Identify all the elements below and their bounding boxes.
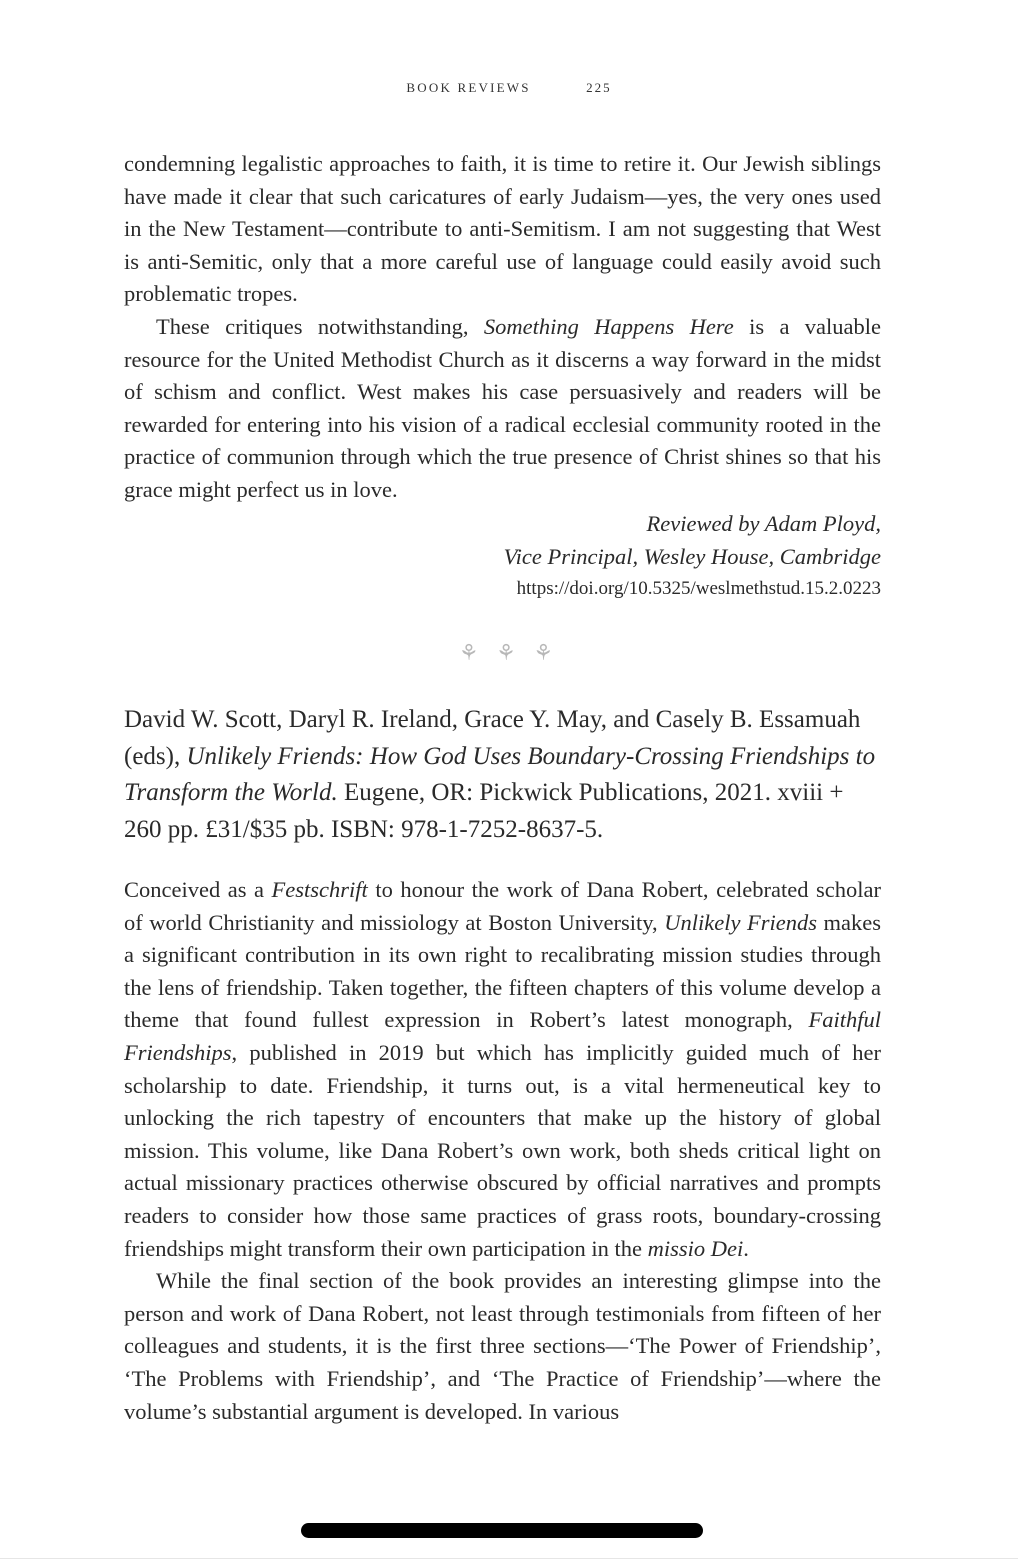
review2-p1-text-e: . — [743, 1235, 749, 1261]
review2-missio-dei: missio Dei — [647, 1235, 744, 1261]
review1-p2-text-b: is a valuable resource for the United Methodist Church as it discerns a way forward in the midst of schism and conflict. West makes his case persuasively and readers will be rewarded for entering into his vision of a radical ecclesial community rooted in the practice of communion through which the true presence of Christ shines so that his grace might perfect us in love. — [124, 313, 882, 502]
running-head — [0, 80, 1018, 96]
bib-authors: David W. Scott, Daryl R. Ireland, Grace Y. May, and Casely B. Essamuah (eds), — [124, 706, 861, 770]
review1-signoff — [124, 508, 881, 605]
page-number: 225 — [586, 80, 612, 95]
review2-faithful-friendships: Faithful Friendships — [124, 1007, 881, 1065]
review1-paragraph-1: condemning legalistic approaches to faith, it is time to retire it. Our Jewish siblings have made it clear that such caricatures of early Judaism—yes, the very ones used in the New Testament—contribute to anti-Semitism. I am not suggesting that West is anti-Semitic, only that a more careful use of language could easily avoid such problematic tropes. — [124, 151, 881, 307]
doi-link[interactable]: https://doi.org/10.5325/weslmethstud.15.2.0223 — [516, 578, 881, 600]
bib-book-title: Unlikely Friends: How God Uses Boundary-Crossing Friendships to Transform the World. — [124, 742, 876, 806]
review2-p1-text-d: , published in 2019 but which has implicitly guided much of her scholarship to date. Friendship, it turns out, is a vital hermeneutical key to unlocking the rich tapestry of encounters that make up the history of global mission. This volume, like Dana Robert’s own work, both sheds critical light on actual missionary practices otherwise obscured by official narratives and prompts readers to consider how those same practices of grass roots, boundary-crossing friendships might transform their own participation in the — [124, 1039, 881, 1261]
review2-paragraph-2: While the final section of the book provides an interesting glimpse into the person and work of Dana Robert, not least through testimonials from fifteen of her colleagues and students, it is the first three sections—‘The Power of Friendship’, ‘The Problems with Friendship’, and ‘The Practice of Friendship’—where the volume’s substantial argument is developed. In various — [124, 1268, 881, 1424]
reviewer-name: Reviewed by Adam Ployd, — [646, 511, 881, 536]
home-indicator[interactable] — [301, 1523, 703, 1538]
section-divider-ornament: ⚘ ⚘ ⚘ — [458, 640, 560, 665]
review2-p1-text-a: Conceived as a — [124, 877, 272, 902]
review2-festschrift: Festschrift — [271, 877, 368, 902]
reviewer-affiliation: Vice Principal, Wesley House, Cambridge — [503, 543, 881, 569]
review1-book-title: Something Happens Here — [483, 313, 734, 339]
review2-p1-text-b: to honour the work of Dana Robert, celebrated scholar of world Christianity and missiology at Boston University, — [124, 877, 882, 935]
review1-body — [124, 148, 881, 507]
bibliographic-entry — [124, 702, 884, 848]
bib-publication: Eugene, OR: Pickwick Publications, 2021. xviii + 260 pp. £31/$35 pb. ISBN: 978-1-7252-8637-5. — [124, 779, 844, 843]
review2-unlikely-friends: Unlikely Friends — [664, 909, 817, 935]
review1-paragraph-2 — [124, 311, 881, 507]
review2-body — [124, 874, 881, 1428]
review1-p2-text-a: These critiques notwithstanding, — [156, 313, 484, 339]
bottom-rule — [0, 1558, 1018, 1559]
review2-paragraph-1 — [124, 874, 881, 1265]
running-head-title: BOOK REVIEWS — [406, 80, 531, 95]
review2-p1-text-c: makes a significant contribution in its own right to recalibrating mission studies through the lens of friendship. Taken together, the fifteen chapters of this volume develop a theme that found fullest expression in Robert’s latest monograph, — [124, 909, 881, 1033]
